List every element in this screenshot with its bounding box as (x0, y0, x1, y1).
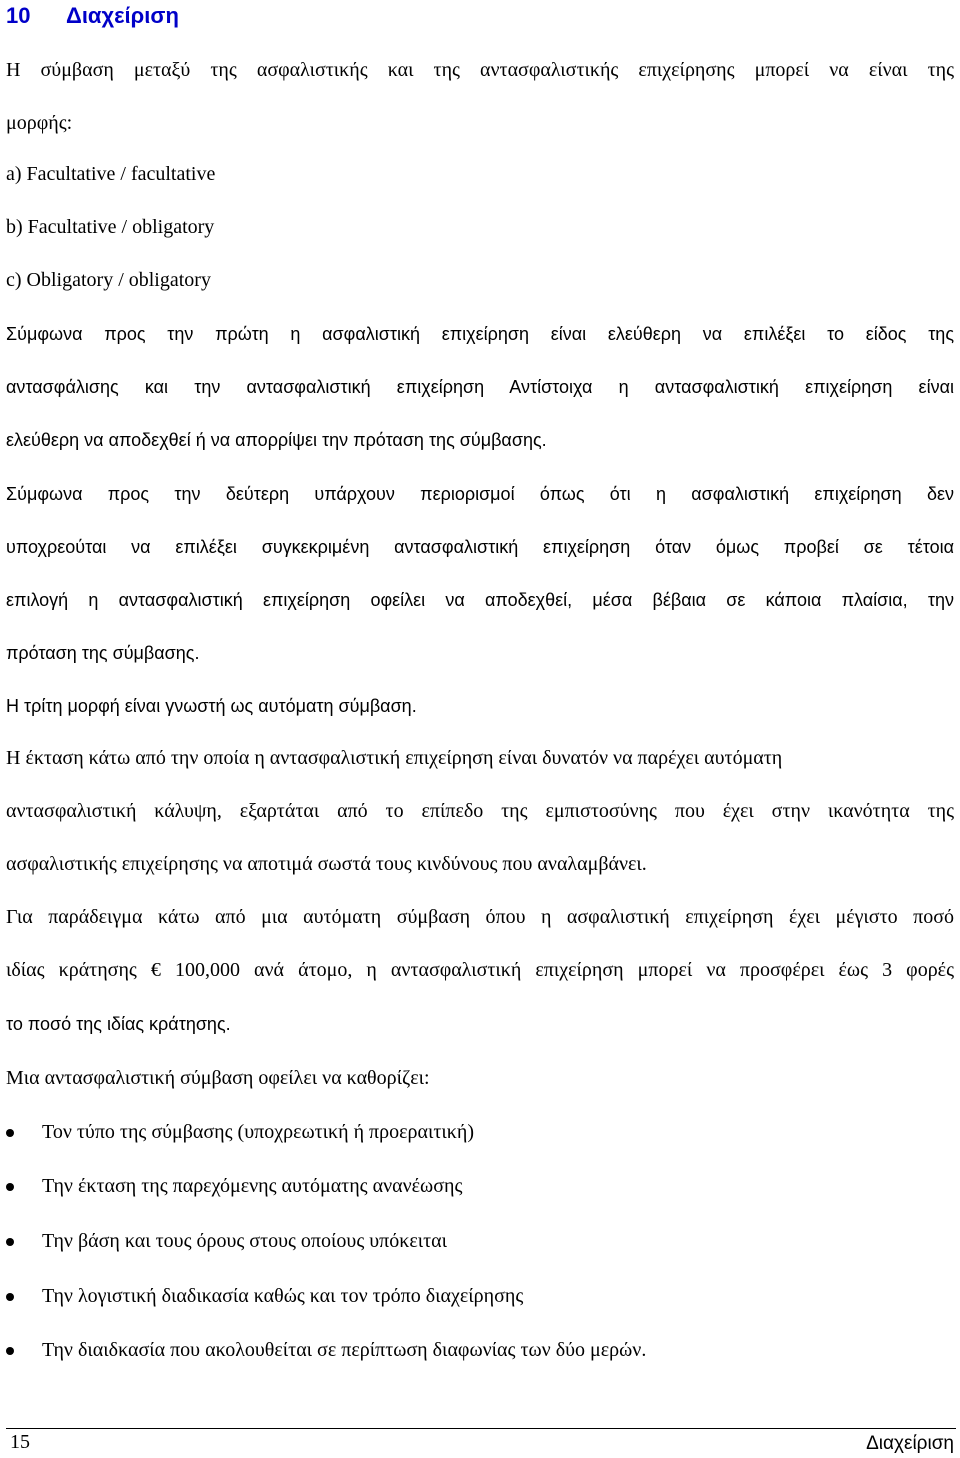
option-c: c) Obligatory / obligatory (6, 269, 211, 291)
paragraph-3-line-3: επιλογή η αντασφαλιστική επιχείρηση οφείλει να αποδεχθεί, μέσα βέβαια σε κάποια πλαίσια, την (6, 590, 954, 610)
section-title: Διαχείριση (66, 3, 179, 28)
section-heading (6, 0, 179, 32)
paragraph-3-line-1: Σύμφωνα προς την δεύτερη υπάρχουν περιορισμοί όπως ότι η ασφαλιστική επιχείρηση δεν (6, 484, 954, 504)
paragraph-1-line-2: μορφής: (6, 112, 73, 134)
bullet-item: Την διαιδκασία που ακολουθείται σε περίπτωση διαφωνίας των δύο μερών. (42, 1339, 647, 1361)
paragraph-7: Μια αντασφαλιστική σύμβαση οφείλει να καθορίζει: (6, 1067, 430, 1089)
bullet-dot-icon (6, 1238, 14, 1246)
bullet-item: Την έκταση της παρεχόμενης αυτόματης ανανέωσης (42, 1175, 463, 1197)
bullet-item: Την λογιστική διαδικασία καθώς και τον τρόπο διαχείρησης (42, 1285, 524, 1307)
bullet-item: Την βάση και τους όρους στους οποίους υπόκειται (42, 1230, 447, 1252)
bullet-dot-icon (6, 1293, 14, 1301)
section-number: 10 (6, 3, 31, 28)
paragraph-3-line-4: πρόταση της σύμβασης. (6, 643, 200, 663)
paragraph-6-line-3: το ποσό της ιδίας κράτησης. (6, 1014, 231, 1034)
paragraph-2-line-2: αντασφάλισης και την αντασφαλιστική επιχείρηση Αντίστοιχα η αντασφαλιστική επιχείρηση είναι (6, 377, 954, 397)
paragraph-6-line-1: Για παράδειγμα κάτω από μια αυτόματη σύμβαση όπου η ασφαλιστική επιχείρηση έχει μέγιστο ποσό (6, 906, 954, 928)
bullet-dot-icon (6, 1347, 14, 1355)
bullet-dot-icon (6, 1183, 14, 1191)
paragraph-5-line-1: Η έκταση κάτω από την οποία η αντασφαλιστική επιχείρηση είναι δυνατόν να παρέχει αυτόματη (6, 747, 783, 769)
paragraph-4: Η τρίτη μορφή είναι γνωστή ως αυτόματη σύμβαση. (6, 696, 417, 716)
footer-page-number: 15 (10, 1431, 30, 1453)
paragraph-2-line-1: Σύμφωνα προς την πρώτη η ασφαλιστική επιχείρηση είναι ελεύθερη να επιλέξει το είδος της (6, 324, 954, 344)
paragraph-5-line-2: αντασφαλιστική κάλυψη, εξαρτάται από το επίπεδο της εμπιστοσύνης που έχει στην ικανότητα της (6, 800, 954, 822)
paragraph-5-line-3: ασφαλιστικής επιχείρησης να αποτιμά σωστά τους κινδύνους που αναλαμβάνει. (6, 853, 647, 875)
footer-title: Διαχείριση (866, 1433, 954, 1454)
paragraph-3-line-2: υποχρεούται να επιλέξει συγκεκριμένη αντασφαλιστική επιχείρηση όταν όμως προβεί σε τέτοια (6, 537, 954, 557)
paragraph-1-line-1: Η σύμβαση μεταξύ της ασφαλιστικής και της αντασφαλιστικής επιχείρησης μπορεί να είναι της (6, 59, 954, 81)
bullet-item: Τον τύπο της σύμβασης (υποχρεωτική ή προεραιτική) (42, 1121, 474, 1143)
paragraph-2-line-3: ελεύθερη να αποδεχθεί ή να απορρίψει την πρόταση της σύμβασης. (6, 430, 547, 450)
footer-divider (6, 1428, 956, 1429)
option-b: b) Facultative / obligatory (6, 216, 215, 238)
paragraph-6-line-2: ιδίας κράτησης € 100,000 ανά άτομο, η αντασφαλιστική επιχείρηση μπορεί να προσφέρει έως 3 φορές (6, 959, 954, 981)
option-a: a) Facultative / facultative (6, 163, 216, 185)
bullet-dot-icon (6, 1129, 14, 1137)
